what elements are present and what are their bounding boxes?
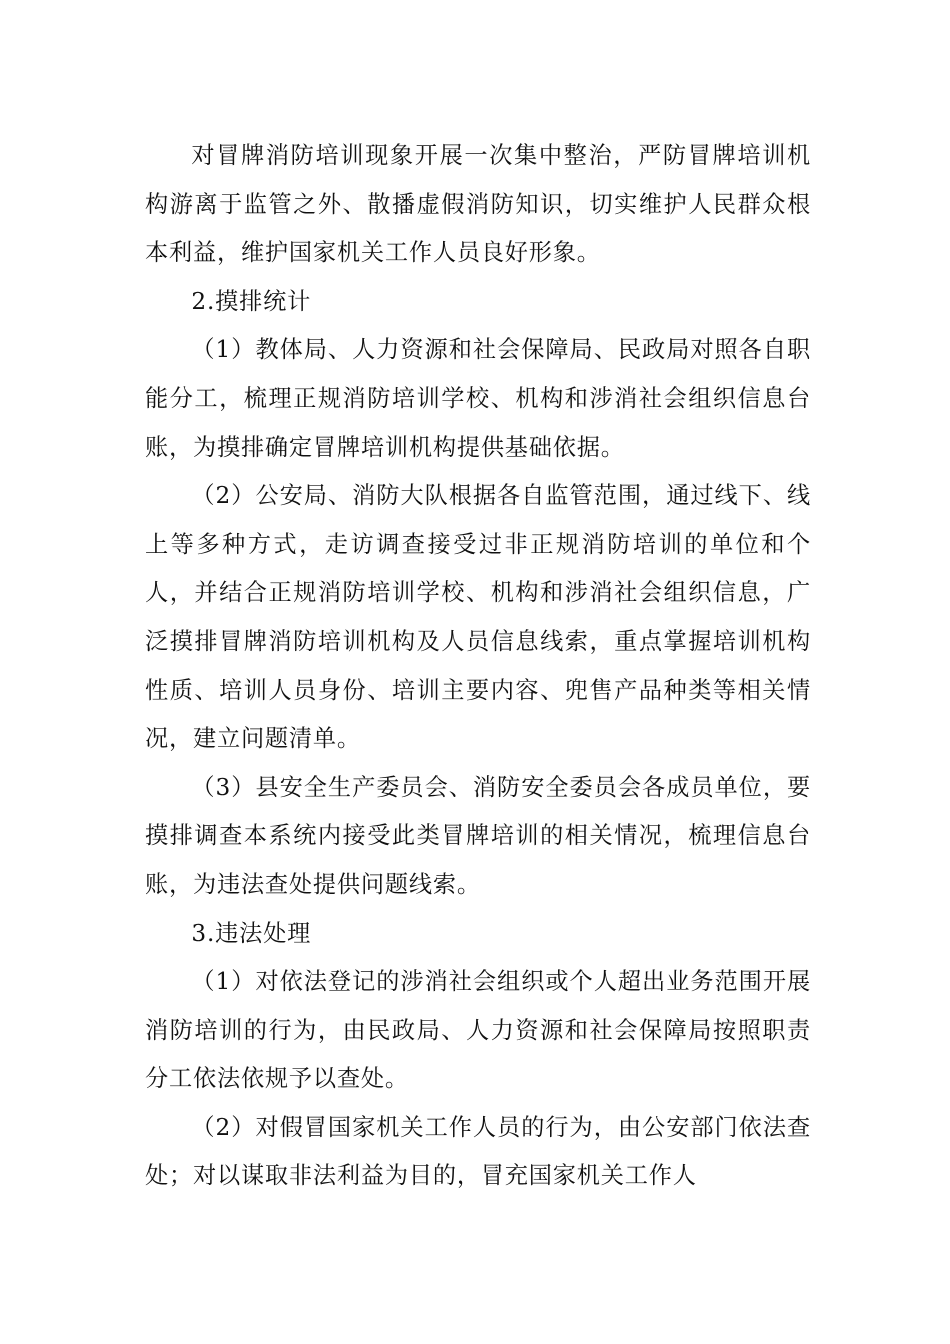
paragraph-violation-1: （1）对依法登记的涉消社会组织或个人超出业务范围开展消防培训的行为，由民政局、人力资源和社会保障局按照职责分工依法依规予以查处。 [145,968,811,1093]
paragraph-item-2: （2）公安局、消防大队根据各自监管范围，通过线下、线上等多种方式，走访调查接受过非正规消防培训的单位和个人，并结合正规消防培训学校、机构和涉消社会组织信息，广泛摸排冒牌消防培训机构及人员信息线索，重点掌握培训机构性质、培训人员身份、培训主要内容、兜售产品种类等相关情况，建立问题清单。 [145,482,811,753]
paragraph-violation-2: （2）对假冒国家机关工作人员的行为，由公安部门依法查处；对以谋取非法利益为目的，冒充国家机关工作人 [145,1113,811,1190]
paragraph-item-1: （1）教体局、人力资源和社会保障局、民政局对照各自职能分工，梳理正规消防培训学校、机构和涉消社会组织信息台账，为摸排确定冒牌培训机构提供基础依据。 [145,336,811,461]
paragraph-intro: 对冒牌消防培训现象开展一次集中整治，严防冒牌培训机构游离于监管之外、散播虚假消防知识，切实维护人民群众根本利益，维护国家机关工作人员良好形象。 [145,142,811,267]
section-heading-investigation: 2.摸排统计 [191,287,312,315]
paragraph-item-3: （3）县安全生产委员会、消防安全委员会各成员单位，要摸排调查本系统内接受此类冒牌培训的相关情况，梳理信息台账，为违法查处提供问题线索。 [145,773,811,898]
section-heading-violation: 3.违法处理 [191,919,312,947]
document-body [145,132,811,1201]
